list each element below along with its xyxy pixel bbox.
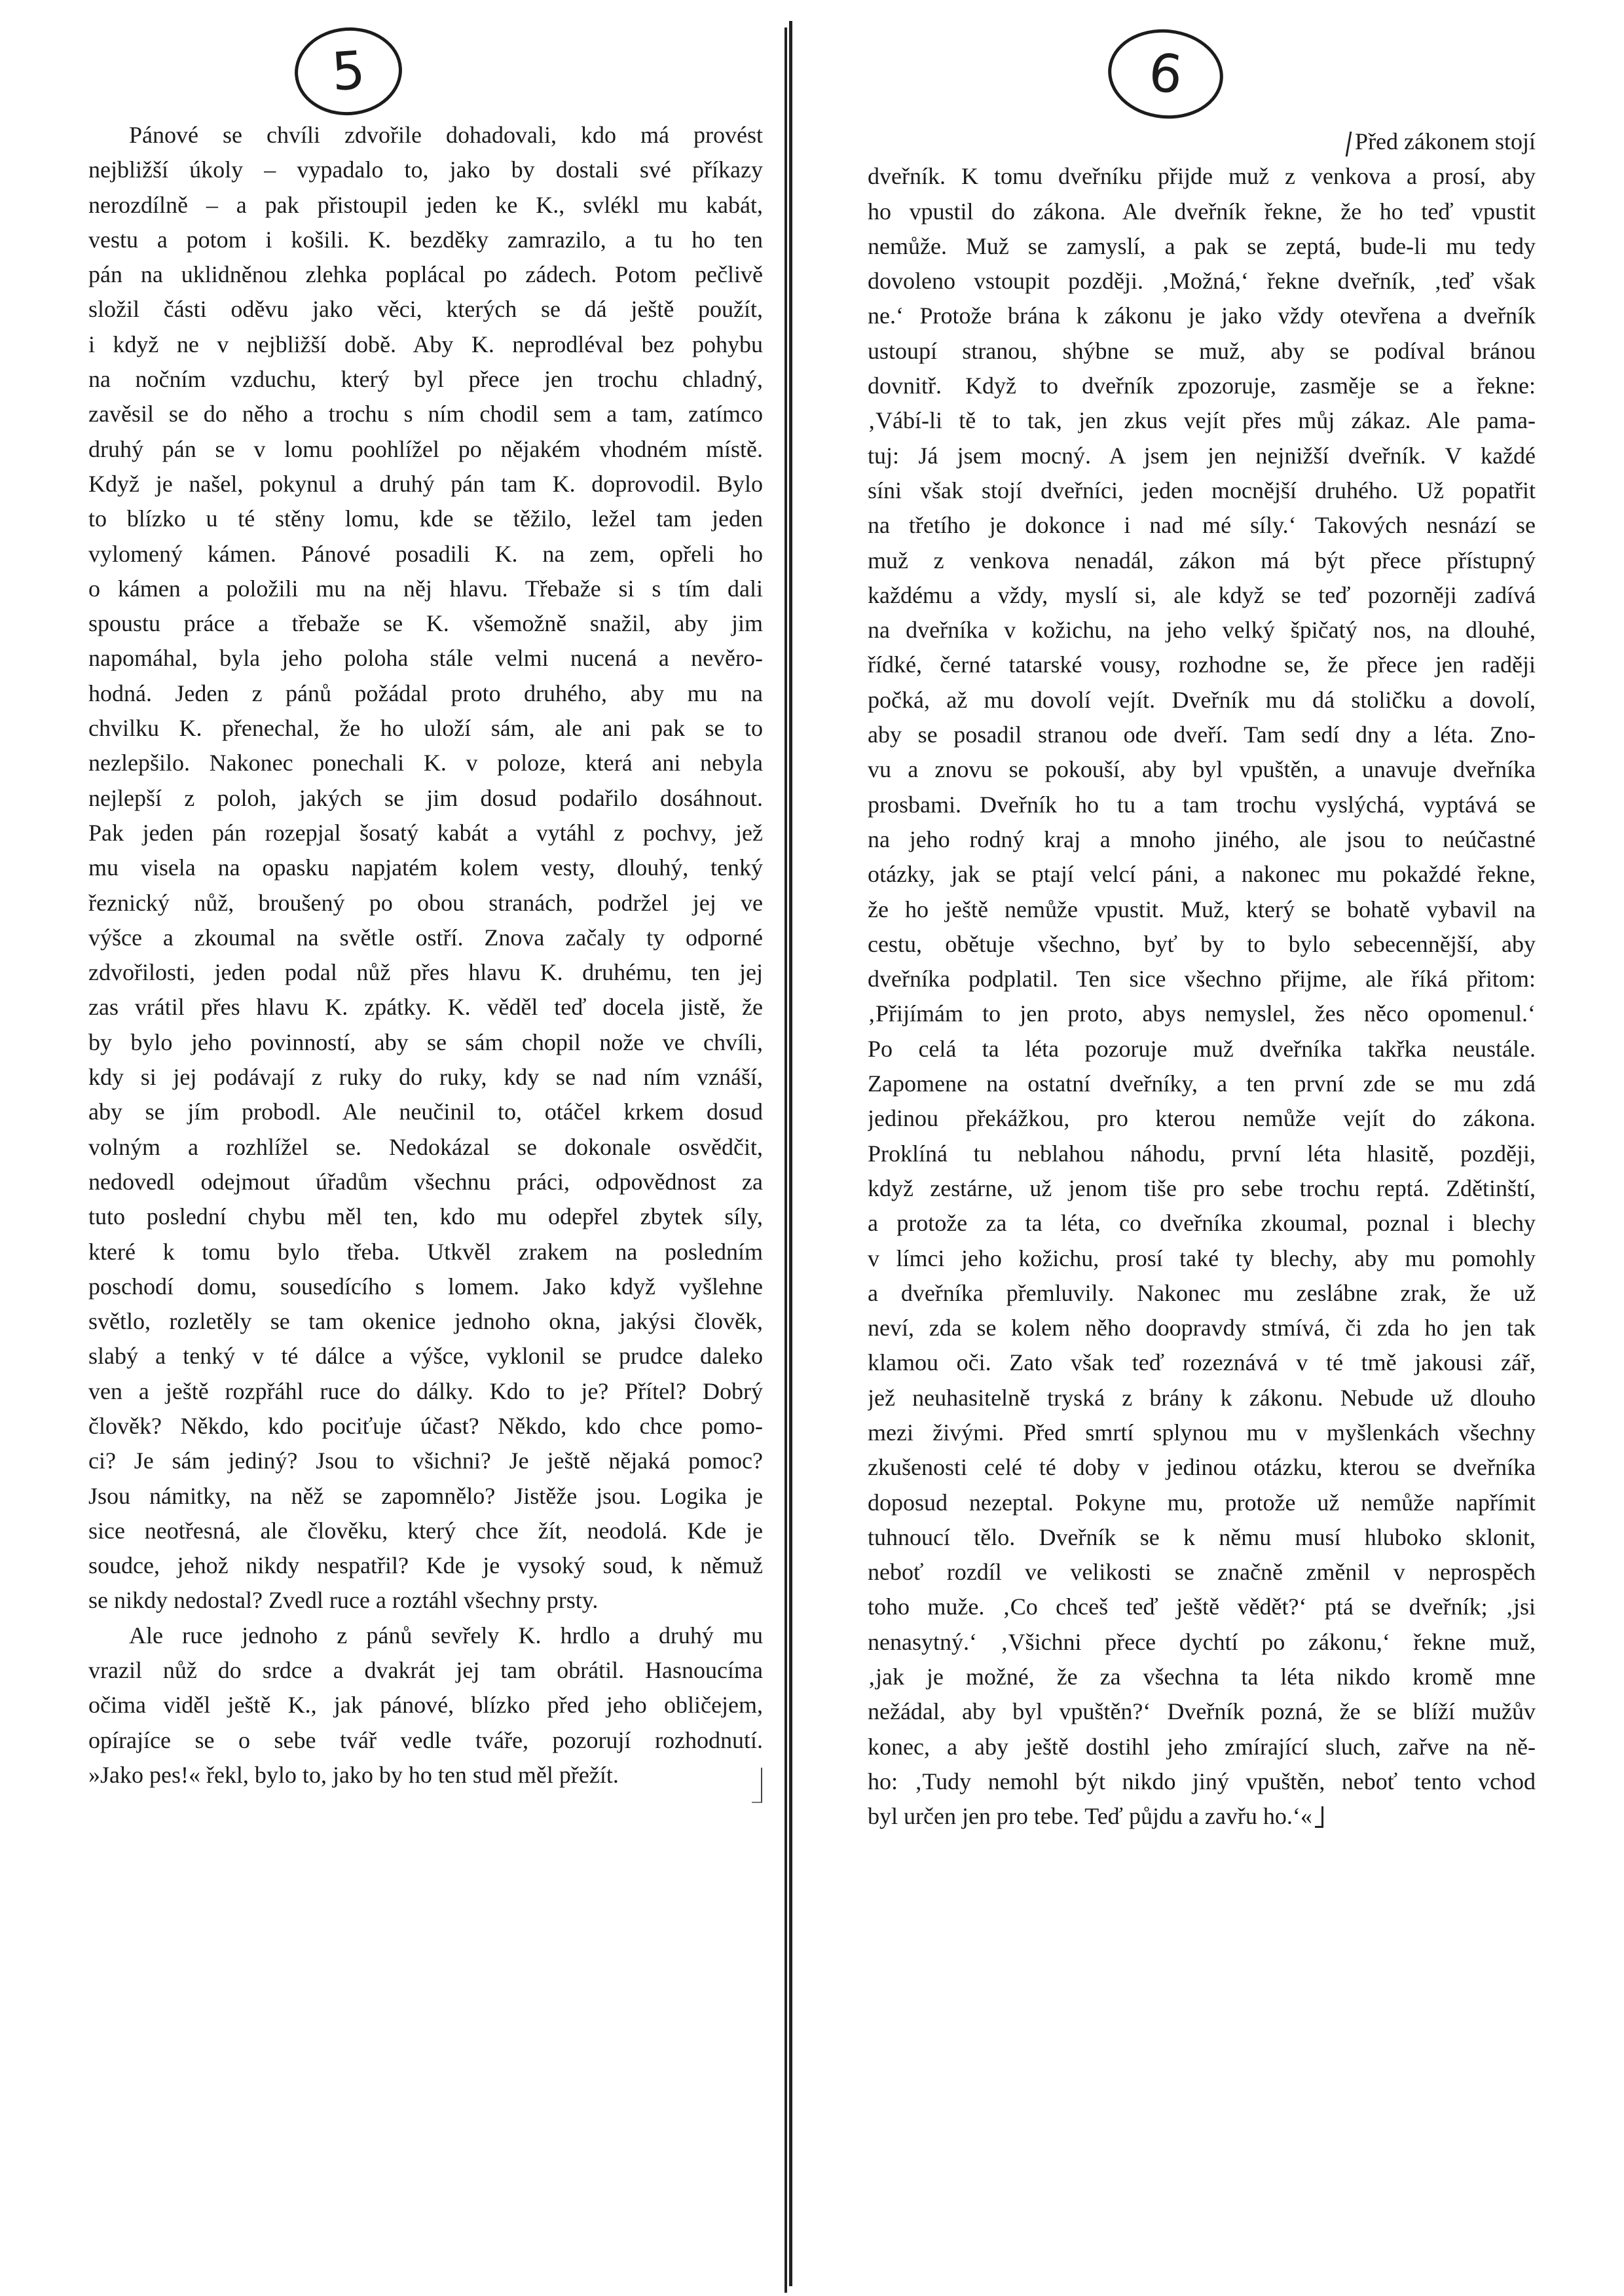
text-line: Po celá ta léta pozoruje muž dveřníka takřka neustále. bbox=[868, 1035, 1536, 1062]
text-line: druhý pán se v lomu poohlížel po nějakém vhodném místě. bbox=[88, 435, 763, 462]
text-line: nejlepší z poloh, jakých se jim dosud podařilo dosáhnout. bbox=[88, 784, 763, 811]
text-line: Když je našel, pokynul a druhý pán tam K. doprovodil. Bylo bbox=[88, 470, 763, 497]
text-line: ‚jak je možné, že za všechna ta léta nikdo kromě mne bbox=[868, 1664, 1536, 1690]
page-number-5-circled bbox=[292, 24, 405, 118]
text-line: v límci jeho kožichu, prosí také ty blechy, aby mu pomohly bbox=[868, 1245, 1536, 1271]
text-line: vylomený kámen. Pánové posadili K. na zem, opřeli ho bbox=[88, 540, 763, 567]
text-line: otázky, jak se ptají velcí páni, a nakonec mu pokaždé řekne, bbox=[868, 861, 1536, 888]
text-line: opírajíce se o sebe tvář vedle tváře, pozorují rozhodnutí. bbox=[88, 1726, 763, 1753]
text-line: jež neuhasitelně tryská z brány k zákonu. Nebude už dlouho bbox=[868, 1384, 1536, 1411]
text-line: řeznický nůž, broušený po obou stranách, podržel jej ve bbox=[88, 889, 763, 916]
text-line: volným a rozhlížel se. Nedokázal se dokonale osvědčit, bbox=[88, 1133, 763, 1160]
text-line: Pak jeden pán rozepjal šosatý kabát a vytáhl z pochvy, jež bbox=[88, 819, 763, 846]
text-line: každému a vždy, myslí si, ale když se teď pozorněji zadívá bbox=[868, 581, 1536, 608]
text-line: vu a znovu se pokouší, aby byl vpuštěn, a unavuje dveřníka bbox=[868, 756, 1536, 783]
text-line: ven a ještě rozpřáhl ruce do dálky. Kdo to je? Přítel? Dobrý bbox=[88, 1377, 763, 1404]
text-line: jedinou překážkou, pro kterou nemůže vejít do zákona. bbox=[868, 1105, 1536, 1132]
text-line: dveřníka podplatil. Ten sice všechno přijme, ale říká přitom: bbox=[868, 966, 1536, 993]
text-line: toho muže. ‚Co chceš teď ještě vědět?‘ ptá se dveřník; ‚jsi bbox=[868, 1594, 1536, 1620]
text-line-content: Před zákonem stojí bbox=[1355, 128, 1536, 155]
text-line: tuto poslední chybu měl ten, kdo mu odepřel zbytek síly, bbox=[88, 1203, 763, 1230]
text-line bbox=[868, 1799, 1536, 1834]
text-line: kdy si jej podávají z ruky do ruky, kdy se nad ním vznáší, bbox=[88, 1064, 763, 1091]
text-line: a dveřníka přemluvily. Nakonec mu zeslábne zrak, že už bbox=[868, 1279, 1536, 1306]
text-line: napomáhal, byla jeho poloha stále velmi nucená a nevěro- bbox=[88, 645, 763, 672]
text-line: spoustu práce a třebaže se K. všemožně snažil, aby jim bbox=[88, 610, 763, 637]
text-line: dveřník. K tomu dveřníku přijde muž z venkova a prosí, aby bbox=[868, 163, 1536, 190]
text-line: ho vpustil do zákona. Ale dveřník řekne, že ho teď vpustit bbox=[868, 198, 1536, 225]
text-line: zavěsil se do něho a trochu s ním chodil sem a tam, zatímco bbox=[88, 401, 763, 428]
text-line: Jsou námitky, na něž se zapomnělo? Jistěže jsou. Logika je bbox=[88, 1482, 763, 1509]
text-line: zkušenosti celé té doby v jedinou otázku, kterou se dveřníka bbox=[868, 1454, 1536, 1481]
text-line: na třetího je dokonce i nad mé síly.‘ Takových nesnází se bbox=[868, 512, 1536, 539]
text-line: tuj: Já jsem mocný. A jsem jen nejnižší dveřník. V každé bbox=[868, 442, 1536, 469]
text-line: nenasytný.‘ ‚Všichni přece dychtí po zákonu,‘ řekne muž, bbox=[868, 1628, 1536, 1655]
text-line: vrazil nůž do srdce a dvakrát jej tam obrátil. Hasnoucíma bbox=[88, 1657, 763, 1684]
text-line: síni však stojí dveřníci, jeden mocnější druhého. Už popatřit bbox=[868, 477, 1536, 503]
text-line: nezlepšilo. Nakonec ponechali K. v poloze, která ani nebyla bbox=[88, 750, 763, 776]
text-line bbox=[868, 124, 1536, 159]
text-line: cestu, obětuje všechno, byť by to bylo sebecennější, aby bbox=[868, 930, 1536, 957]
handwritten-end-bracket bbox=[752, 1768, 762, 1803]
handwritten-bracket-mark bbox=[1346, 132, 1352, 156]
text-line: nerozdílně – a pak přistoupil jeden ke K., svlékl mu kabát, bbox=[88, 191, 763, 218]
text-line: člověk? Někdo, kdo pociťuje účast? Někdo, kdo chce pomo- bbox=[88, 1412, 763, 1439]
text-line: světlo, rozletěly se tam okenice jednoho okna, jakýsi člověk, bbox=[88, 1308, 763, 1335]
text-line: ne.‘ Protože brána k zákonu je jako vždy otevřena a dveřník bbox=[868, 302, 1536, 329]
text-line: výšce a zkoumal na světle ostří. Znova začaly ty odporné bbox=[88, 924, 763, 951]
text-line: ustoupí stranou, shýbne se muž, aby se podíval bránou bbox=[868, 337, 1536, 364]
text-line: ci? Je sám jediný? Jsou to všichni? Je ještě nějaká pomoc? bbox=[88, 1448, 763, 1474]
text-line: ‚Přijímám to jen proto, abys nemyslel, žes něco opomenul.‘ bbox=[868, 1000, 1536, 1027]
text-line: se nikdy nedostal? Zvedl ruce a roztáhl všechny prsty. bbox=[88, 1587, 599, 1614]
text-line: nemůže. Muž se zamyslí, a pak se zeptá, bude-li mu tedy bbox=[868, 232, 1536, 259]
text-line: poschodí domu, sousedícího s lomem. Jako když vyšlehne bbox=[88, 1273, 763, 1300]
left-column-text bbox=[88, 118, 763, 1793]
text-line: o kámen a položili mu na něj hlavu. Třebaže si s tím dali bbox=[88, 575, 763, 602]
text-line: konec, a aby ještě dostihl jeho zmírající sluch, zařve na ně- bbox=[868, 1733, 1536, 1760]
column-divider-line bbox=[784, 27, 787, 2293]
text-line: řídké, černé tatarské vousy, rozhodne se, že přece jen raději bbox=[868, 651, 1536, 678]
text-line: soudce, jehož nikdy nespatřil? Kde je vysoký soud, k němuž bbox=[88, 1552, 763, 1579]
text-line: očima viděl ještě K., jak pánové, blízko před jeho obličejem, bbox=[88, 1692, 763, 1719]
page-number-6-circled bbox=[1103, 24, 1227, 124]
text-line: ‚Vábí-li tě to tak, jen zkus vejít přes můj zákaz. Ale pama- bbox=[868, 407, 1536, 434]
column-divider-line bbox=[789, 21, 792, 2286]
text-line: klamou oči. Zato však teď rozeznává v té tmě jakousi zář, bbox=[868, 1349, 1536, 1376]
text-line: zas vrátil přes hlavu K. zpátky. K. věděl teď docela jistě, že bbox=[88, 994, 763, 1021]
text-line: které k tomu bylo třeba. Utkvěl zrakem na posledním bbox=[88, 1238, 763, 1265]
text-line: to blízko u té stěny lomu, kde se těžilo, ležel tam jeden bbox=[88, 505, 763, 532]
text-line: nedovedl odejmout úřadům všechnu práci, odpovědnost za bbox=[88, 1168, 763, 1195]
text-line: nejbližší úkoly – vypadalo to, jako by dostali své příkazy bbox=[88, 156, 763, 183]
text-line: neví, zda se kolem něho doopravdy stmívá, či zda ho jen tak bbox=[868, 1315, 1536, 1341]
text-line: Pánové se chvíli zdvořile dohadovali, kdo má provést bbox=[129, 122, 763, 148]
text-line: když zestárne, už jenom tiše pro sebe trochu reptá. Zdětinští, bbox=[868, 1175, 1536, 1201]
text-line: dovoleno vstoupit později. ‚Možná,‘ řekne dveřník, ‚teď však bbox=[868, 268, 1536, 295]
text-line: by bylo jeho povinností, aby se sám chopil nože ve chvíli, bbox=[88, 1029, 763, 1055]
text-line: vestu a potom i košili. K. bezděky zamrazilo, a tu ho ten bbox=[88, 226, 763, 253]
page-number-right: 6 bbox=[1145, 41, 1186, 106]
text-line: že ho ještě nemůže vpustit. Muž, který se bohatě vybavil na bbox=[868, 896, 1536, 922]
page-number-left: 5 bbox=[329, 39, 367, 103]
text-line: na jeho rodný kraj a mnoho jiného, ale jsou to neúčastné bbox=[868, 826, 1536, 852]
text-line: počká, až mu dovolí vejít. Dveřník mu dá stoličku a dovolí, bbox=[868, 686, 1536, 713]
text-line: pán na uklidněnou zlehka poplácal po zádech. Potom pečlivě bbox=[88, 261, 763, 288]
text-line: doposud nezeptal. Pokyne mu, protože už nemůže napřímit bbox=[868, 1489, 1536, 1516]
text-line: a protože za ta léta, co dveřníka zkoumal, poznal i blechy bbox=[868, 1210, 1536, 1237]
text-line: chvilku K. přenechal, že ho uloží sám, ale ani pak se to bbox=[88, 715, 763, 742]
text-line: mu visela na opasku napjatém kolem vesty, dlouhý, tenký bbox=[88, 854, 763, 881]
text-line: i když ne v nejbližší době. Aby K. neprodléval bez pohybu bbox=[88, 331, 763, 357]
text-line: prosbami. Dveřník ho tu a tam trochu vyslýchá, vyptává se bbox=[868, 791, 1536, 818]
text-line: aby se posadil stranou ode dveří. Tam sedí dny a léta. Zno- bbox=[868, 721, 1536, 748]
right-column-text bbox=[868, 124, 1536, 1834]
handwritten-end-mark bbox=[1315, 1806, 1323, 1828]
text-line: na dveřníka v kožichu, na jeho velký špičatý nos, na dlouhé, bbox=[868, 617, 1536, 644]
text-line: dovnitř. Když to dveřník zpozoruje, zasměje se a řekne: bbox=[868, 373, 1536, 399]
text-line: »Jako pes!« řekl, bylo to, jako by ho ten stud měl přežít. bbox=[88, 1761, 619, 1788]
text-line: mezi živými. Před smrtí splynou mu v myšlenkách všechny bbox=[868, 1419, 1536, 1446]
text-line: Zapomene na ostatní dveřníky, a ten první zde se mu zdá bbox=[868, 1070, 1536, 1097]
text-line: ho: ‚Tudy nemohl být nikdo jiný vpuštěn, neboť tento vchod bbox=[868, 1768, 1536, 1795]
text-line: na nočním vzduchu, který byl přece jen trochu chladný, bbox=[88, 366, 763, 393]
text-line-content: byl určen jen pro tebe. Teď půjdu a zavřu ho.‘« bbox=[868, 1803, 1312, 1830]
text-line: slabý a tenký v té dálce a výšce, vyklonil se prudce daleko bbox=[88, 1343, 763, 1370]
text-line: hodná. Jeden z pánů požádal proto druhého, aby mu na bbox=[88, 680, 763, 706]
text-line: muž z venkova nenadál, zákon má být přece přístupný bbox=[868, 547, 1536, 574]
text-line: složil části oděvu jako věci, kterých se dá ještě použít, bbox=[88, 296, 763, 323]
text-line: Ale ruce jednoho z pánů sevřely K. hrdlo a druhý mu bbox=[129, 1622, 763, 1649]
text-line: neboť rozdíl ve velikosti se značně změnil v neprospěch bbox=[868, 1559, 1536, 1586]
text-line: aby se jím probodl. Ale neučinil to, otáčel krkem dosud bbox=[88, 1099, 763, 1125]
text-line: Proklíná tu neblahou náhodu, první léta hlasitě, později, bbox=[868, 1140, 1536, 1167]
text-line: sice neotřesná, ale člověku, který chce žít, neodolá. Kde je bbox=[88, 1517, 763, 1544]
text-line: zdvořilosti, jeden podal nůž přes hlavu K. druhému, ten jej bbox=[88, 959, 763, 986]
text-line: tuhnoucí tělo. Dveřník se k němu musí hluboko sklonit, bbox=[868, 1523, 1536, 1550]
text-line: nežádal, aby byl vpuštěn?‘ Dveřník pozná, že se blíží mužův bbox=[868, 1698, 1536, 1725]
